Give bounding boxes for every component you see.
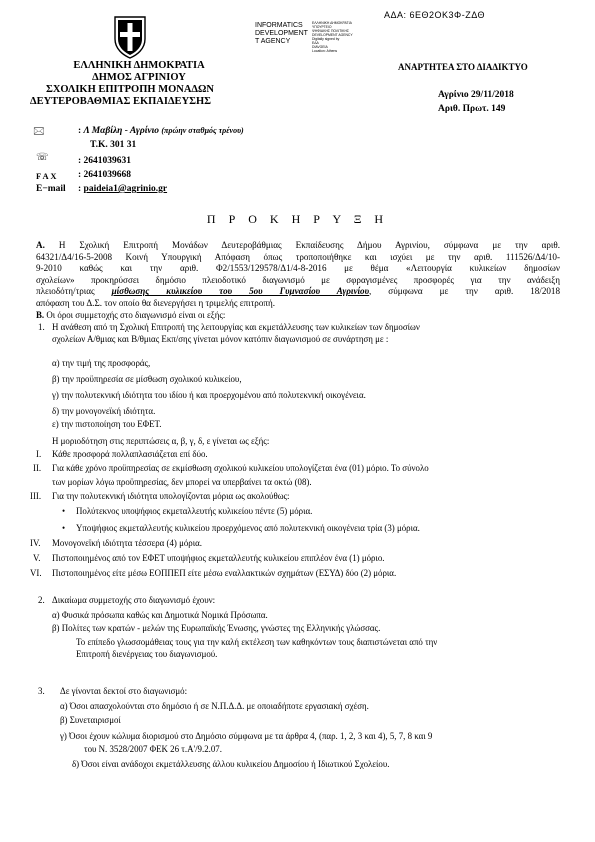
item-2-line: Το επίπεδο γλωσσομάθειας τους για την καλή εκτέλεση των καθηκόντων τους διαπιστώνεται από την: [76, 637, 438, 647]
scoring-number: III.: [30, 491, 42, 501]
scoring-text: των μορίων λόγω προϋπηρεσίας, δεν μπορεί να υπερβαίνει τα οκτώ (08).: [52, 477, 312, 487]
item-2-line: β) Πολίτες των κρατών - μελών της Ευρωπαϊκής Ένωσης, γνώστες της Ελληνικής γλώσσας.: [52, 623, 381, 633]
bullet-text: Υποψήφιος εκμεταλλευτής κυλικείου προερχόμενος από πολυτεκνική οικογένεια τρία (3) μόρια.: [76, 523, 420, 533]
item-2-intro: Δικαίωμα συμμετοχής στο διαγωνισμό έχουν:: [52, 595, 216, 605]
stamp-line: Digitally signed by: [312, 37, 340, 41]
scoring-text: Μονογονεϊκή ιδιότητα τέσσερα (4) μόρια.: [52, 538, 202, 548]
scoring-text: Για την πολυτεκνική ιδιότητα υπολογίζονται μόρια ως ακολούθως:: [52, 491, 290, 501]
item-3-line: γ) Όσοι έχουν κώλυμα διορισμού στο Δημόσιο σύμφωνα με τα άρθρα 4, (παρ. 1, 2, 3 και 4), 5, 7, 8 και 9: [60, 731, 433, 741]
bullet-icon: •: [62, 506, 66, 516]
item-3-line: α) Όσοι απασχολούνται στο δημόσιο ή σε Ν.Π.Δ.Δ. με οποιαδήποτε εργασιακή σχέση.: [60, 701, 369, 711]
stamp-line: Location: Athens: [312, 49, 338, 53]
item-2-number: 2.: [38, 595, 45, 605]
item-1-line: Η ανάθεση από τη Σχολική Επιτροπή της λειτουργίας και εκμετάλλευσης των κυλικείων των δημοσίων: [52, 322, 420, 332]
criterion: β) την προϋπηρεσία σε μίσθωση σχολικού κυλικείου,: [52, 374, 242, 384]
envelope-icon: 🖂: [33, 126, 45, 137]
greek-emblem-icon: [111, 15, 149, 59]
email-colon: :: [78, 184, 82, 194]
item-3-number: 3.: [38, 686, 45, 696]
item-3-line: β) Συνεταιρισμοί: [60, 715, 121, 725]
lease-subject: μίσθωσης κυλικείου του 5ου Γυμνασίου Αγρινίου: [111, 286, 370, 297]
header-org: [54, 60, 224, 84]
header-line: ΣΧΟΛΙΚΗ ΕΠΙΤΡΟΠΗ ΜΟΝΑΔΩΝ: [45, 84, 215, 95]
criterion: ε) την πιστοποίηση του ΕΦΕΤ.: [52, 419, 162, 429]
ada-code: ΑΔΑ: 6ΕΘ2ΟΚ3Φ-ΖΔΘ: [384, 10, 486, 20]
item-1-number: 1.: [38, 322, 45, 332]
section-a-line: 64321/Δ4/16-5-2008 Κοινή Υπουργική Απόφαση όπως τροποποιήθηκε και ισχύει με την αριθ. 111526/Δ4/10-: [36, 251, 560, 262]
header-line: ΔΕΥΤΕΡΟΒΑΘΜΙΑΣ ΕΚΠΑΙΔΕΥΣΗΣ: [30, 96, 212, 107]
posted-online-note: ΑΝΑΡΤΗΤΕΑ ΣΤΟ ΔΙΑΔΙΚΤΥΟ: [398, 62, 528, 72]
agency-logo-text: [255, 22, 308, 46]
email-link[interactable]: paideia1@agrinio.gr: [83, 184, 168, 194]
scoring-intro: Η μοριοδότηση στις περιπτώσεις α, β, γ, δ, ε γίνεται ως εξής:: [52, 436, 270, 446]
fax: : 2641039668: [78, 170, 132, 180]
postcode: Τ.Κ. 301 31: [90, 140, 137, 150]
fax-label: F A X: [36, 171, 57, 181]
section-b-label: Β.: [36, 310, 45, 320]
item-3-line: δ) Όσοι είναι ανάδοχοι εκμετάλλευσης άλλου κυλικείου Δημοσίου ή Ιδιωτικού Σχολείου.: [72, 759, 390, 769]
section-a-line: 9-2010 καθώς και την αριθ. Φ2/1553/129578/Δ1/4-8-2016 με θέμα «Λειτουργία κυλικείων δημοσίων: [36, 263, 560, 274]
stamp-line: DEVELOPMENT AGENCY: [312, 33, 353, 37]
scoring-number: II.: [33, 463, 42, 473]
section-a-line: σχολείων» προκηρύσσει δημόσιο πλειοδοτικό διαγωνισμό με σφραγισμένες προσφορές για την ανάδειξη: [36, 274, 560, 285]
section-a-label: Α.: [36, 240, 45, 250]
item-3-line: του Ν. 3528/2007 ΦΕΚ 26 τ.Α'/9.2.07.: [84, 744, 222, 754]
scoring-text: Για κάθε χρόνο προϋπηρεσίας σε εκμίσθωση σχολικού κυλικείου υπολογίζεται ένα (01) μόριο. Το σύνολο: [52, 463, 429, 473]
scoring-text: Πιστοποιημένος είτε μέσω ΕΟΠΠΕΠ είτε μέσω εναλλακτικών σχημάτων (ΕΣΥΔ) δύο (2) μόρια.: [52, 568, 397, 578]
address-colon: :: [78, 126, 82, 136]
header-committee: [30, 84, 245, 108]
date: Αγρίνιο 29/11/2018: [438, 90, 514, 100]
section-a-text: Η Σχολική Επιτροπή Μονάδων Δευτεροβάθμιας Εκπαίδευσης Δήμου Αγρινίου, σύμφωνα με την αριθ.: [58, 240, 560, 250]
scoring-text: Πιστοποιημένος από τον ΕΦΕΤ υποψήφιος εκμεταλλευτής κυλικείου επιπλέον ένα (1) μόριο.: [52, 553, 385, 563]
agency-line: DEVELOPMENT: [255, 30, 308, 37]
section-b-text: Οι όροι συμμετοχής στο διαγωνισμό είναι οι εξής:: [46, 310, 226, 320]
address: Λ Μαβίλη - Αγρίνιο: [83, 126, 159, 136]
criterion: α) την τιμή της προσφοράς,: [52, 358, 151, 368]
scoring-number: IV.: [30, 538, 41, 548]
item-1-line: σχολείων Α/θμιας και Β/θμιας Εκπ/σης γίνεται μόνον κατόπιν διαγωνισμού σε συνάρτηση με :: [52, 334, 389, 344]
criterion: δ) την μονογονεϊκή ιδιότητα.: [52, 406, 156, 416]
item-3-intro: Δε γίνονται δεκτοί στο διαγωνισμό:: [60, 686, 188, 696]
scoring-number: I.: [36, 449, 42, 459]
section-a-line: απόφαση του Δ.Σ. τον οποίο θα διενεργήσει η τριμελής επιτροπή.: [36, 297, 275, 308]
bullet-icon: •: [62, 523, 66, 533]
digital-signature-stamp: [312, 21, 353, 53]
stamp-line: ΕΔΑ: [312, 41, 319, 45]
address-note: (πρώην σταθμός τρένου): [161, 126, 244, 135]
stamp-line: ΥΠΟΥΡΓΕΙΟ: [312, 25, 332, 29]
agency-line: T AGENCY: [255, 38, 291, 45]
agency-line: INFORMATICS: [255, 22, 303, 29]
bullet-text: Πολύτεκνος υποψήφιος εκμεταλλευτής κυλικείου πέντε (5) μόρια.: [76, 506, 313, 516]
item-2-line: Επιτροπή διενέργειας του διαγωνισμού.: [76, 649, 218, 659]
header-line: ΕΛΛΗΝΙΚΗ ΔΗΜΟΚΡΑΤΙΑ: [73, 60, 205, 71]
scoring-number: VI.: [30, 568, 42, 578]
stamp-line: DIAVGEIA: [312, 45, 328, 49]
header-line: ΔΗΜΟΣ ΑΓΡΙΝΙΟΥ: [92, 72, 186, 83]
scoring-number: V.: [33, 553, 41, 563]
section-a-line: [36, 286, 560, 298]
stamp-line: ΨΗΦΙΑΚΗΣ ΠΟΛΙΤΙΚΗΣ: [312, 29, 349, 33]
section-a: [36, 240, 560, 310]
protocol-number: Αριθ. Πρωτ. 149: [438, 104, 506, 114]
phone-icon: ☏: [36, 152, 49, 163]
section-b-intro: [36, 309, 225, 321]
email-label: E−mail: [36, 184, 66, 194]
section-a-text: , σύμφωνα με την αριθ. 18/2018: [369, 286, 561, 297]
stamp-line: ΕΛΛΗΝΙΚΗ ΔΗΜΟΚΡΑΤΙΑ: [312, 21, 352, 25]
phone: : 2641039631: [78, 156, 132, 166]
address-line: [78, 125, 244, 137]
scoring-text: Κάθε προσφορά πολλαπλασιάζεται επί δύο.: [52, 449, 208, 459]
section-a-line: [36, 240, 560, 252]
item-2-line: α) Φυσικά πρόσωπα καθώς και Δημοτικά Νομικά Πρόσωπα.: [52, 610, 268, 620]
criterion: γ) την πολυτεκνική ιδιότητα του ιδίου ή και προερχομένου από πολυτεκνική οικογένεια.: [52, 390, 366, 400]
email-line: [78, 183, 167, 195]
document-title: Π Ρ Ο Κ Η Ρ Υ Ξ Η: [206, 212, 389, 226]
section-a-text: πλειοδότη/τριας: [36, 286, 112, 297]
